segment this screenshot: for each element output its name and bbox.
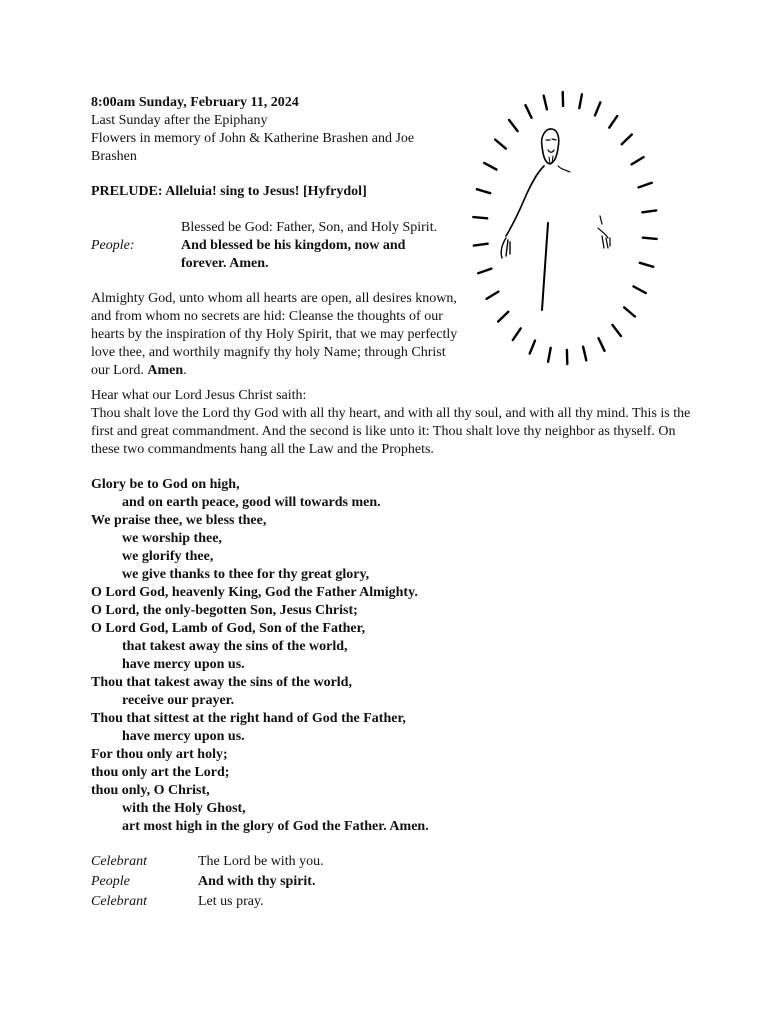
collect-amen: Amen: [147, 363, 184, 378]
collect-for-purity: Almighty God, unto whom all hearts are open, all desires known, and from whom no secrets are hid: Cleanse the thoughts of our hearts by the inspiration of thy Holy Spirit, that we may perfectly love thee, and worthily magnify thy holy Name; through Christ our Lord. Amen.: [91, 291, 458, 378]
dialogue-row: [91, 872, 324, 892]
ray-stroke: [622, 135, 632, 145]
summary-of-law: [91, 387, 691, 459]
gloria-line: O Lord, the only-begotten Son, Jesus Christ;: [91, 603, 358, 618]
ray-stroke: [513, 328, 521, 340]
gloria-line: O Lord God, heavenly King, God the Father Almighty.: [91, 585, 418, 600]
liturgical-day: Last Sunday after the Epiphany: [91, 113, 268, 128]
gloria-line: thou only, O Christ,: [91, 783, 210, 798]
people-label: People:: [91, 238, 135, 253]
gloria-line: art most high in the glory of God the Father. Amen.: [122, 819, 429, 834]
ray-stroke: [477, 189, 490, 193]
dialogue-role: Celebrant: [91, 854, 147, 869]
gloria-line: Thou that sittest at the right hand of God the Father,: [91, 711, 406, 726]
gloria-line: that takest away the sins of the world,: [122, 639, 348, 654]
gloria-line: We praise thee, we bless thee,: [91, 513, 267, 528]
gloria-line: have mercy upon us.: [122, 729, 245, 744]
prelude-heading: PRELUDE: Alleluia! sing to Jesus! [Hyfrydol]: [91, 184, 367, 199]
ray-stroke: [642, 210, 656, 212]
ray-stroke: [478, 269, 491, 274]
ray-stroke: [484, 163, 496, 170]
ray-stroke: [495, 140, 506, 149]
gloria-line: Glory be to God on high,: [91, 477, 240, 492]
ray-stroke: [498, 312, 508, 322]
ray-stroke: [599, 338, 605, 351]
ray-stroke: [473, 217, 487, 218]
ray-stroke: [548, 348, 551, 362]
gloria-line: we worship thee,: [122, 531, 222, 546]
ray-stroke: [612, 325, 621, 336]
gloria-line: For thou only art holy;: [91, 747, 228, 762]
opening-response-line: forever. Amen.: [181, 256, 269, 271]
gloria-line: we give thanks to thee for thy great glory,: [122, 567, 370, 582]
ray-stroke: [487, 292, 499, 299]
christ-illustration: [470, 88, 660, 368]
dialogue-text: And with thy spirit.: [198, 874, 316, 889]
dialogue-text: Let us pray.: [198, 894, 264, 909]
opening-versicle: Blessed be God: Father, Son, and Holy Spirit.: [181, 220, 438, 235]
dialogue-role: Celebrant: [91, 894, 147, 909]
salutation-dialogue: [91, 852, 324, 912]
gloria-line: and on earth peace, good will towards men.: [122, 495, 381, 510]
opening-response: [181, 237, 461, 273]
gloria-line: have mercy upon us.: [122, 657, 245, 672]
flowers-dedication: Flowers in memory of John & Katherine Brashen and Joe Brashen: [91, 131, 415, 164]
ray-stroke: [544, 96, 547, 110]
bulletin-header: [91, 94, 461, 166]
ray-stroke: [509, 120, 517, 131]
ray-stroke: [639, 183, 652, 188]
gloria-line: with the Holy Ghost,: [122, 801, 246, 816]
ray-stroke: [634, 286, 646, 293]
gloria-line: receive our prayer.: [122, 693, 235, 708]
dialogue-role: People: [91, 874, 130, 889]
ray-stroke: [640, 263, 653, 267]
ray-stroke: [474, 244, 488, 246]
ray-stroke: [595, 102, 600, 115]
ray-stroke: [643, 238, 657, 239]
gloria-line: Thou that takest away the sins of the world,: [91, 675, 352, 690]
dialogue-text: The Lord be with you.: [198, 854, 324, 869]
gloria-line: O Lord God, Lamb of God, Son of the Father,: [91, 621, 366, 636]
ray-stroke: [609, 116, 617, 128]
service-date-time: 8:00am Sunday, February 11, 2024: [91, 95, 299, 110]
dialogue-row: [91, 892, 324, 912]
dialogue-row: [91, 852, 324, 872]
ray-stroke: [583, 347, 586, 361]
gloria-line: we glorify thee,: [122, 549, 214, 564]
gloria-in-excelsis: [91, 476, 429, 836]
radiant-rays: [473, 92, 656, 364]
ray-stroke: [579, 94, 582, 108]
opening-response-line: And blessed be his kingdom, now and: [181, 238, 406, 253]
ray-stroke: [624, 307, 635, 316]
ray-stroke: [526, 105, 532, 118]
gloria-line: thou only art the Lord;: [91, 765, 230, 780]
summary-text: Thou shalt love the Lord thy God with all thy heart, and with all thy soul, and with all thy mind. This is the first and great commandment. And the second is like unto it: Thou shalt love thy neighbor as thyself. On these two commandments hang all the Law and the Prophets.: [91, 406, 691, 457]
christ-figure: [501, 129, 610, 310]
ray-stroke: [530, 341, 535, 354]
collect-text: Almighty God, unto whom all hearts are open, all desires known, and from whom no secrets are hid: Cleanse the thoughts of our hearts by the inspiration of thy Holy Spirit, that we may perfectly love thee, and worthily magnify thy holy Name; through Christ our Lord.: [91, 291, 458, 378]
summary-intro: Hear what our Lord Jesus Christ saith:: [91, 388, 307, 403]
ray-stroke: [632, 157, 644, 164]
